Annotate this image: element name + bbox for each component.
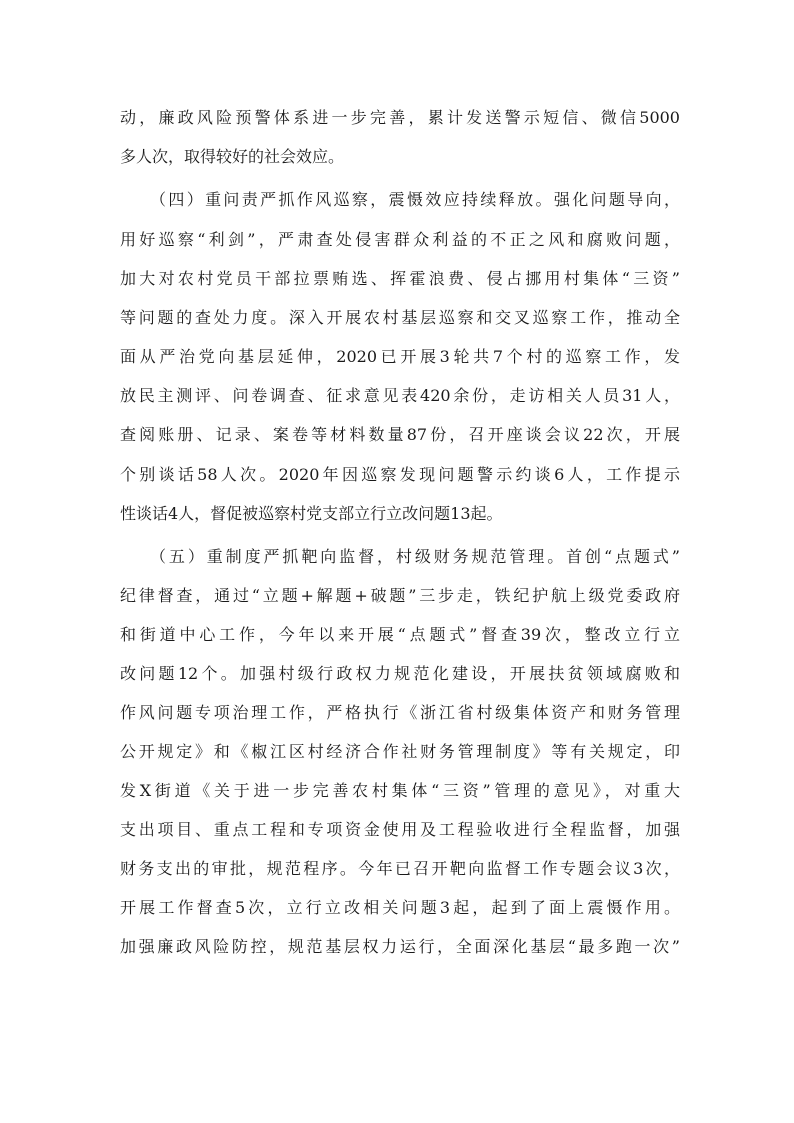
text-line: 开展工作督查5次，立行立改相关问题3起，起到了面上震慑作用。 — [120, 898, 680, 917]
text-line: 等问题的查处力度。深入开展农村基层巡察和交叉巡察工作，推动全 — [120, 308, 680, 327]
text-line: 放民主测评、问卷调查、征求意见表420余份，走访相关人员31人， — [120, 386, 680, 405]
text-line: 改问题12个。加强村级行政权力规范化建设，开展扶贫领域腐败和 — [120, 664, 680, 683]
text-line: 性谈话4人，督促被巡察村党支部立行立改问题13起。 — [120, 504, 503, 523]
text-line: 支出项目、重点工程和专项资金使用及工程验收进行全程监督，加强 — [120, 820, 680, 839]
text-line: 发X街道《关于进一步完善农村集体“三资”管理的意见》，对重大 — [120, 781, 680, 800]
text-line: 查阅账册、记录、案卷等材料数量87份，召开座谈会议22次，开展 — [120, 425, 680, 444]
text-line: 作风问题专项治理工作，严格执行《浙江省村级集体资产和财务管理 — [120, 703, 680, 722]
text-line: 个别谈话58人次。2020年因巡察发现问题警示约谈6人，工作提示 — [120, 465, 680, 484]
text-line: 多人次，取得较好的社会效应。 — [120, 147, 345, 166]
text-line: 和街道中心工作，今年以来开展“点题式”督查39次，整改立行立 — [120, 625, 680, 644]
text-line: 加大对农村党员干部拉票贿选、挥霍浪费、侵占挪用村集体“三资” — [120, 269, 680, 288]
paragraph-heading-line: （四）重问责严抓作风巡察，震慑效应持续释放。强化问题导向， — [150, 190, 680, 209]
text-line: 纪律督查，通过“立题+解题+破题”三步走，铁纪护航上级党委政府 — [120, 586, 680, 605]
text-line: 面从严治党向基层延伸，2020已开展3轮共7个村的巡察工作，发 — [120, 347, 680, 366]
text-line: 加强廉政风险防控，规范基层权力运行，全面深化基层“最多跑一次” — [120, 937, 680, 956]
text-line: 动，廉政风险预警体系进一步完善，累计发送警示短信、微信5000 — [120, 108, 680, 127]
text-line: 用好巡察“利剑”，严肃查处侵害群众利益的不正之风和腐败问题， — [120, 230, 680, 249]
text-line: 公开规定》和《椒江区村经济合作社财务管理制度》等有关规定，印 — [120, 742, 680, 761]
text-line: 财务支出的审批，规范程序。今年已召开靶向监督工作专题会议3次， — [120, 859, 680, 878]
paragraph-heading-line: （五）重制度严抓靶向监督，村级财务规范管理。首创“点题式” — [150, 547, 680, 566]
